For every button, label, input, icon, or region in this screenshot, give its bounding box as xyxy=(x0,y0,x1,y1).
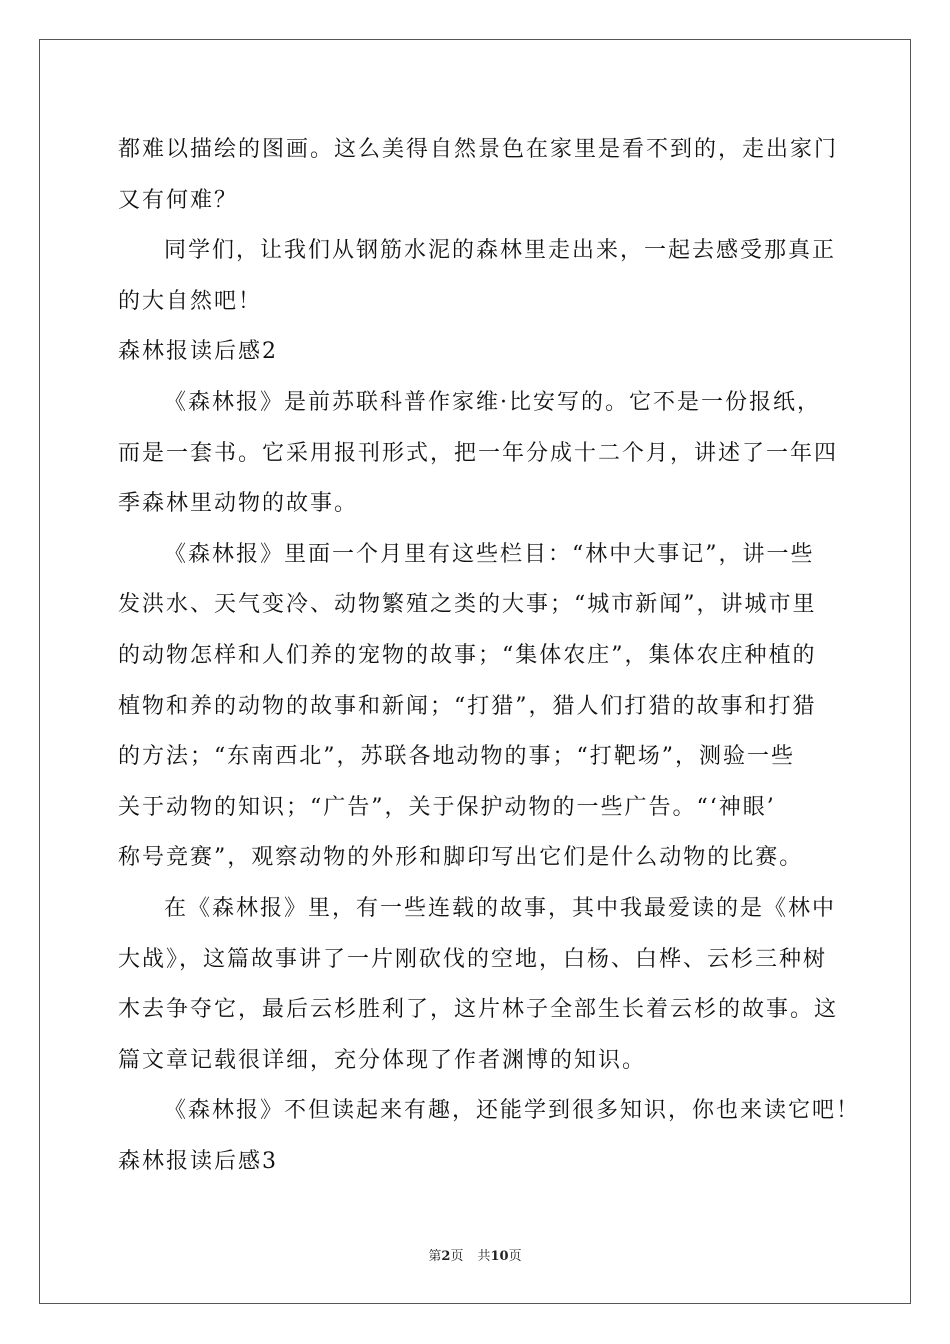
text-line: 关于动物的知识；“广告”，关于保护动物的一些广告。“‘神眼’ xyxy=(118,794,776,820)
text-line: 大战》，这篇故事讲了一片刚砍伐的空地，白杨、白桦、云杉三种树 xyxy=(118,946,828,972)
text-line: 的方法；“东南西北”，苏联各地动物的事；“打靶场”，测验一些 xyxy=(118,744,795,770)
text-line: 的大自然吧！ xyxy=(118,288,263,314)
footer-page-suffix: 页 xyxy=(450,1249,464,1264)
text-line: 都难以描绘的图画。这么美得自然景色在家里是看不到的，走出家门 xyxy=(118,137,839,162)
text-line: 又有何难？ xyxy=(118,187,239,213)
footer-total-prefix: 共 xyxy=(477,1249,491,1264)
text-line: 木去争夺它，最后云杉胜利了，这片林子全部生长着云杉的故事。这 xyxy=(118,997,839,1023)
text-line: 同学们，让我们从钢筋水泥的森林里走出来，一起去感受那真正 xyxy=(164,238,837,264)
text-line: 在《森林报》里，有一些连载的故事，其中我最爱读的是《林中 xyxy=(164,896,837,921)
footer-page-number: 2 xyxy=(441,1249,451,1264)
footer-page-prefix: 第 xyxy=(428,1249,442,1264)
text-line: 篇文章记载很详细，充分体现了作者渊博的知识。 xyxy=(118,1047,647,1073)
text-line: 而是一套书。它采用报刊形式，把一年分成十二个月，讲述了一年四 xyxy=(118,440,839,466)
page-footer xyxy=(0,1245,950,1264)
text-line: 《森林报》里面一个月里有这些栏目：“林中大事记”，讲一些 xyxy=(164,541,815,567)
text-line: 森林报读后感2 xyxy=(118,339,278,365)
text-line: 《森林报》不但读起来有趣，还能学到很多知识，你也来读它吧！ xyxy=(164,1098,861,1124)
text-line: 森林报读后感3 xyxy=(118,1149,278,1174)
text-line: 植物和养的动物的故事和新闻；“打猎”，猎人们打猎的故事和打猎 xyxy=(118,693,817,719)
footer-total-number: 10 xyxy=(490,1249,509,1264)
text-line: 发洪水、天气变冷、动物繁殖之类的大事；“城市新闻”，讲城市里 xyxy=(118,592,817,618)
text-line: 季森林里动物的故事。 xyxy=(118,491,359,517)
footer-total-suffix: 页 xyxy=(508,1249,522,1264)
text-line: 的动物怎样和人们养的宠物的故事；“集体农庄”，集体农庄种植的 xyxy=(118,643,817,668)
text-line: 称号竞赛”，观察动物的外形和脚印写出它们是什么动物的比赛。 xyxy=(118,845,804,871)
text-line: 《森林报》是前苏联科普作家维·比安写的。它不是一份报纸， xyxy=(164,390,821,415)
